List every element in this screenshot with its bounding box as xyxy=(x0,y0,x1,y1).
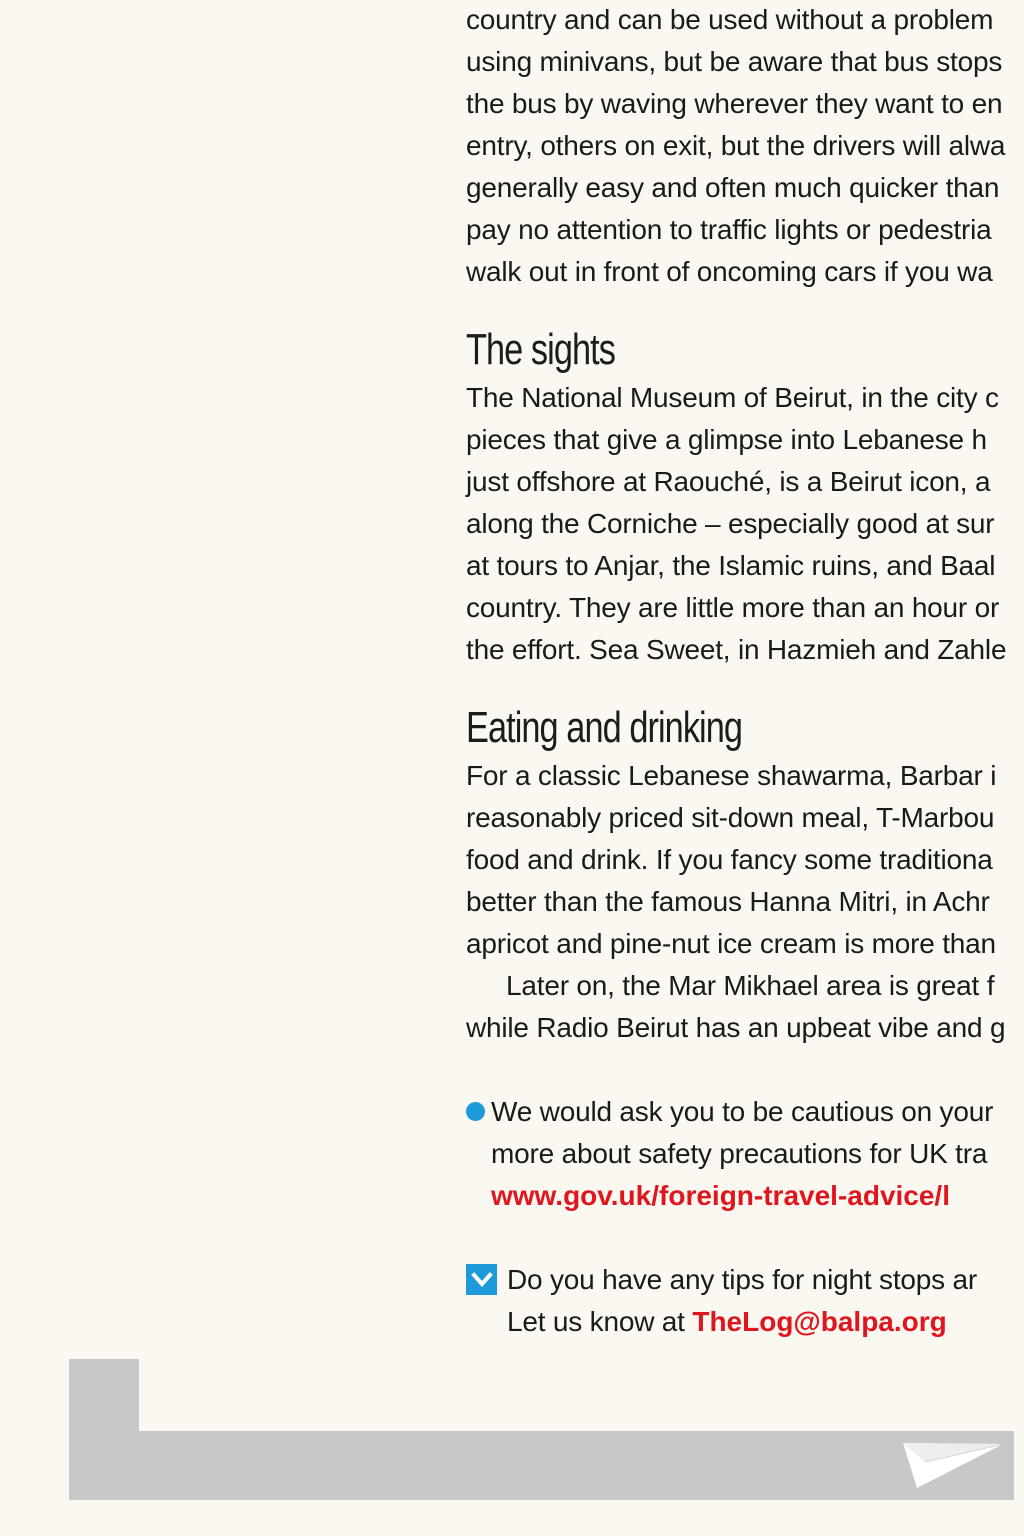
tip-line xyxy=(507,1301,947,1343)
sights-line: at tours to Anjar, the Islamic ruins, and Baal xyxy=(466,550,996,581)
intro-line: generally easy and often much quicker than xyxy=(466,172,1000,203)
sights-line: country. They are little more than an hour or xyxy=(466,592,1000,623)
foreign-travel-advice-link[interactable]: www.gov.uk/foreign-travel-advice/l xyxy=(491,1180,950,1211)
intro-line: entry, others on exit, but the drivers will alwa xyxy=(466,130,1006,161)
tip-line: Do you have any tips for night stops ar xyxy=(507,1264,978,1295)
tip-line-prefix: Let us know at xyxy=(507,1306,693,1337)
bullet-dot-icon xyxy=(466,1102,485,1121)
chevron-down-box-icon xyxy=(466,1264,497,1295)
paper-plane-icon xyxy=(903,1440,1005,1490)
section-heading-sights: The sights xyxy=(466,325,615,374)
eating-line: apricot and pine-nut ice cream is more than xyxy=(466,928,996,959)
sights-line: pieces that give a glimpse into Lebanese h xyxy=(466,424,987,455)
eating-line: reasonably priced sit-down meal, T-Marbou xyxy=(466,802,995,833)
intro-line: the bus by waving wherever they want to en xyxy=(466,88,1003,119)
sights-line: the effort. Sea Sweet, in Hazmieh and Zahle xyxy=(466,634,1007,665)
footer-bar xyxy=(69,1431,1014,1500)
sights-line: just offshore at Raouché, is a Beirut icon, a xyxy=(466,466,991,497)
intro-line: pay no attention to traffic lights or pedestria xyxy=(466,214,992,245)
intro-line: walk out in front of oncoming cars if you wa xyxy=(466,256,993,287)
section-heading-eating: Eating and drinking xyxy=(466,703,743,752)
intro-line: using minivans, but be aware that bus stops xyxy=(466,46,1003,77)
eating-line: Later on, the Mar Mikhael area is great f xyxy=(506,970,995,1001)
sights-line: along the Corniche – especially good at sur xyxy=(466,508,995,539)
contact-email-link[interactable]: TheLog@balpa.org xyxy=(692,1306,947,1337)
eating-line: better than the famous Hanna Mitri, in Achr xyxy=(466,886,990,917)
eating-line: food and drink. If you fancy some traditiona xyxy=(466,844,993,875)
safety-note-line: We would ask you to be cautious on your xyxy=(491,1096,994,1127)
sights-line: The National Museum of Beirut, in the city c xyxy=(466,382,999,413)
safety-note-line: more about safety precautions for UK tra xyxy=(491,1138,988,1169)
eating-line: while Radio Beirut has an upbeat vibe and g xyxy=(466,1012,1006,1043)
intro-line: country and can be used without a problem xyxy=(466,4,994,35)
eating-line: For a classic Lebanese shawarma, Barbar i xyxy=(466,760,997,791)
chevron-down-icon xyxy=(471,1272,493,1288)
